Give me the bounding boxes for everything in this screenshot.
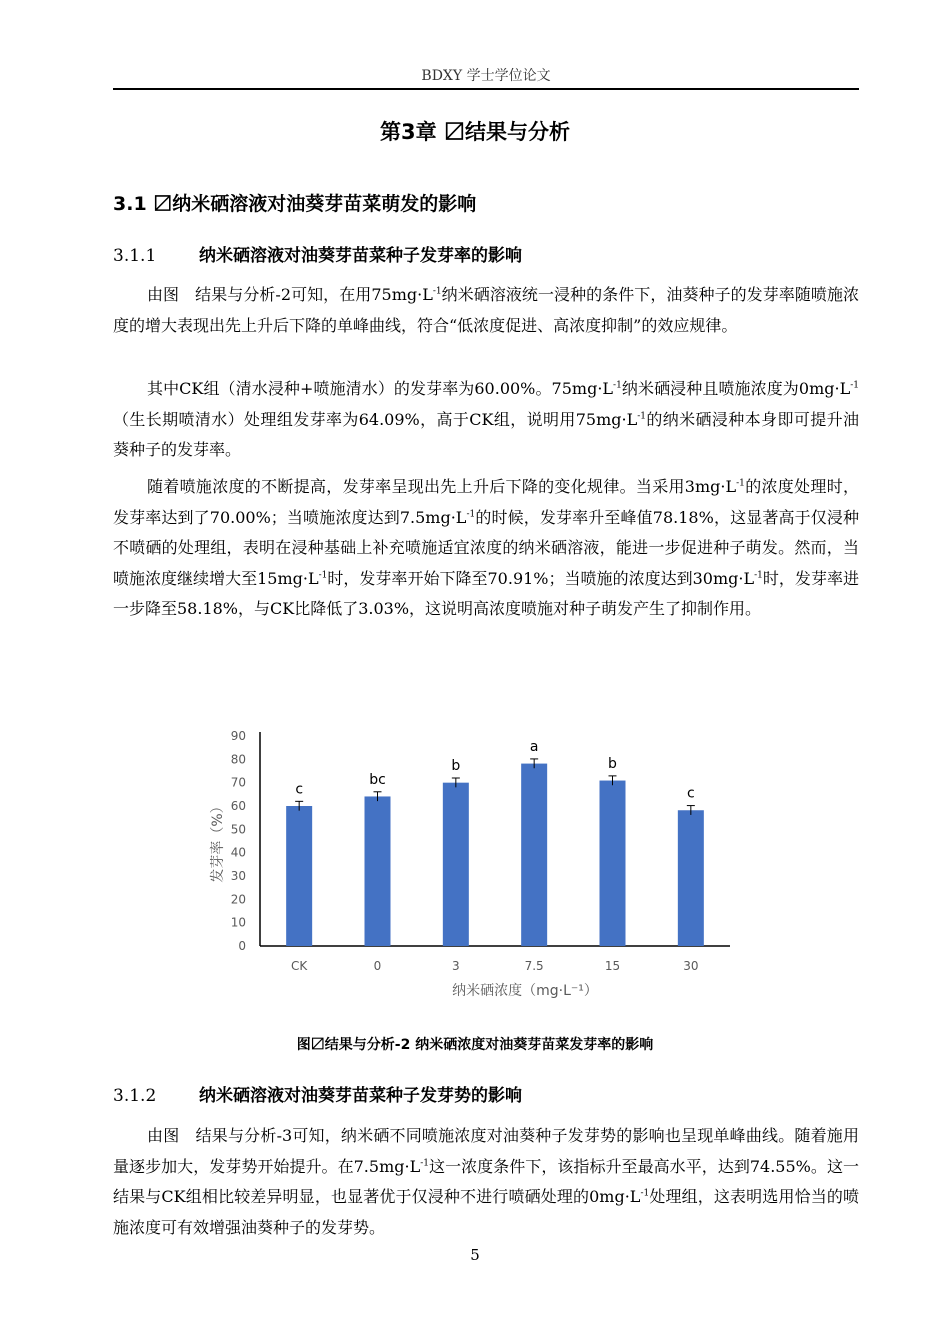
bar [521, 764, 547, 946]
y-axis-label: 发芽率（%） [210, 799, 226, 883]
header-rule [113, 88, 859, 90]
text-run: （生长期喷清水）处理组发芽率为64.09%，高于CK组，说明用75mg·L [113, 409, 638, 429]
text-run: 时，发芽率开始下降至70.91%；当喷施的浓度达到30mg·L [327, 568, 755, 588]
y-tick-label: 20 [230, 892, 246, 907]
subsection-title: 纳米硒溶液对油葵芽苗菜种子发芽势的影响 [199, 1086, 522, 1106]
section-heading: 3.1 〼纳米硒溶液对油葵芽苗菜萌发的影响 [113, 193, 477, 215]
x-axis-label: 纳米硒浓度（mg·L⁻¹） [452, 983, 598, 999]
superscript: -1 [637, 411, 647, 422]
chapter-title: 第3章 〼结果与分析 [380, 120, 570, 144]
superscript: -1 [754, 570, 763, 581]
bar [443, 783, 469, 946]
bar [600, 781, 626, 946]
significance-letter: c [686, 785, 695, 802]
y-tick-label: 60 [230, 799, 246, 813]
text-run: 由图 结果与分析-2可知，在用75mg·L [147, 285, 433, 304]
germination-rate-bar-chart [200, 722, 740, 1007]
y-tick-label: 90 [230, 729, 246, 743]
y-tick-label: 70 [230, 775, 246, 790]
y-tick-label: 80 [230, 752, 246, 767]
page-number: 5 [470, 1246, 480, 1264]
superscript: -1 [466, 509, 476, 520]
x-tick-label: 30 [683, 959, 699, 973]
superscript: -1 [736, 478, 745, 489]
running-header: BDXY 学士学位论文 [421, 68, 551, 84]
bar [365, 796, 391, 946]
text-run: 时，发芽率进一步降至58.18%，与CK比降低了3.03%，这说明高浓度喷施对种子萌发产生了抑制作用。 [113, 568, 859, 618]
subsection-heading-3-1-2 [113, 1081, 522, 1106]
subsection-heading-3-1-1 [113, 241, 522, 266]
y-tick-label: 50 [230, 822, 246, 837]
significance-letter: a [529, 738, 539, 755]
text-run: 纳米硒浸种且喷施浓度为0mg·L [621, 379, 851, 398]
y-tick-label: 30 [230, 869, 246, 883]
text-run: 处理组，这表明选用恰当的喷施浓度可有效增强油葵种子的发芽势。 [113, 1187, 859, 1237]
text-run: 的时候，发芽率升至峰值78.18%，这显著高于仅浸种不喷硒的处理组，表明在浸种基础上补充喷施适宜浓度的纳米硒溶液，能进一步促进种子萌发。然而，当喷施浓度继续增大至15mg·L [113, 507, 859, 588]
paragraph-1 [113, 280, 859, 341]
paragraph-3 [113, 472, 859, 625]
subsection-number: 3.1.2 [113, 1086, 157, 1106]
text-run: 的纳米硒浸种本身即可提升油葵种子的发芽率。 [113, 409, 859, 459]
superscript: -1 [613, 380, 622, 391]
superscript: -1 [420, 1158, 429, 1169]
significance-letter: bc [369, 771, 386, 788]
text-run: 其中CK组（清水浸种+喷施清水）的发芽率为60.00%。75mg·L [147, 379, 614, 398]
x-tick-label: CK [291, 959, 308, 973]
x-tick-label: 0 [373, 959, 382, 973]
y-tick-label: 40 [230, 845, 246, 860]
text-run: 由图 结果与分析-3可知，纳米硒不同喷施浓度对油葵种子发芽势的影响也呈现单峰曲线。随着施用量逐步加大，发芽势开始提升。在7.5mg·L [113, 1126, 859, 1176]
subsection-title: 纳米硒溶液对油葵芽苗菜种子发芽率的影响 [199, 246, 522, 266]
text-run: 随着喷施浓度的不断提高，发芽率呈现出先上升后下降的变化规律。当采用3mg·L [147, 477, 737, 496]
text-run: 的浓度处理时，发芽率达到了70.00%；当喷施浓度达到7.5mg·L [113, 477, 859, 527]
x-tick-label: 3 [452, 959, 460, 973]
y-tick-label: 10 [230, 915, 246, 930]
bar [678, 810, 704, 946]
paragraph-4 [113, 1121, 859, 1243]
paragraph-2 [113, 374, 859, 466]
x-tick-label: 7.5 [524, 959, 544, 973]
superscript: -1 [850, 380, 859, 391]
bar [286, 806, 312, 946]
significance-letter: b [608, 755, 617, 772]
x-tick-label: 15 [604, 959, 621, 973]
y-tick-label: 0 [238, 939, 246, 953]
subsection-number: 3.1.1 [113, 246, 157, 266]
superscript: -1 [318, 570, 328, 581]
text-run: 纳米硒溶液统一浸种的条件下，油葵种子的发芽率随喷施浓度的增大表现出先上升后下降的单峰曲线，符合“低浓度促进、高浓度抑制”的效应规律。 [113, 285, 859, 335]
figure-caption: 图〼结果与分析-2 纳米硒浓度对油葵芽苗菜发芽率的影响 [296, 1037, 654, 1053]
superscript: -1 [640, 1188, 650, 1199]
significance-letter: b [451, 758, 461, 774]
significance-letter: c [295, 781, 304, 798]
text-run: 这一浓度条件下，该指标升至最高水平，达到74.55%。这一结果与CK组相比较差异明显，也显著优于仅浸种不进行喷硒处理的0mg·L [113, 1156, 859, 1206]
superscript: -1 [432, 286, 442, 297]
